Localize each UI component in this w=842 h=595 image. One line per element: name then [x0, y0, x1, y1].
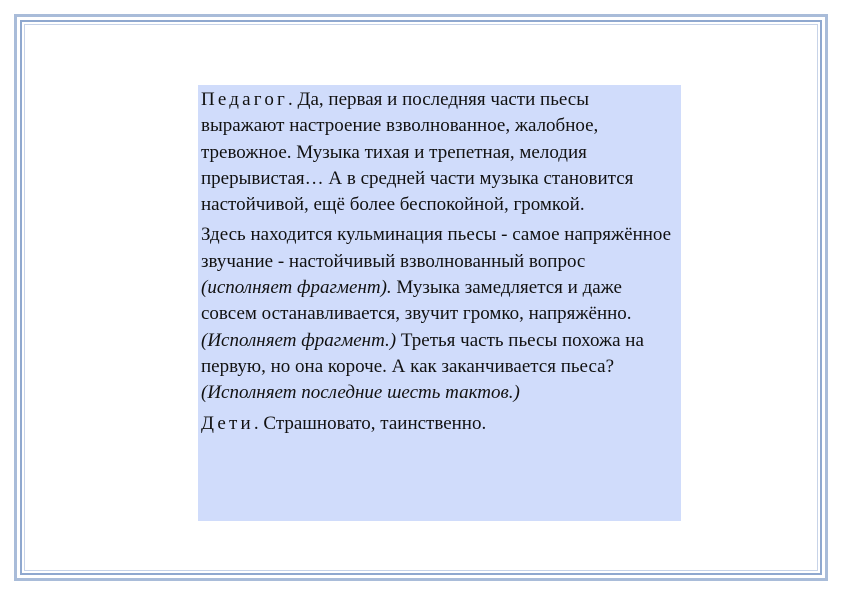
climax-text-2: Музыка замедляется и даже совсем останавливается, звучит громко, напряжённо. [201, 277, 632, 325]
stage-direction-2: (Исполняет фрагмент.) [201, 329, 397, 351]
paragraph-climax [201, 222, 675, 406]
speaker-children: Дети [201, 412, 254, 434]
dialogue-text-box [198, 85, 681, 521]
stage-direction-3: (Исполняет последние шесть тактов.) [201, 382, 520, 404]
speaker-teacher: Педагог [201, 89, 289, 110]
paragraph-teacher [201, 87, 675, 218]
climax-text-1: Здесь находится кульминация пьесы - самое напряжённое звучание - настойчивый взволнованный вопрос [201, 224, 672, 272]
paragraph-children [201, 411, 675, 437]
stage-direction-1: (исполняет фрагмент). [201, 277, 392, 299]
paragraph-teacher-text: . Да, первая и последняя части пьесы выражают настроение взволнованное, жалобное, тревожное. Музыка тихая и трепетная, мелодия прерывистая… А в средней части музыка становится настойчивой, ещё более беспокойной, громкой. [201, 89, 634, 216]
climax-text-3: Третья часть пьесы похожа на первую, но она короче. А как заканчивается пьеса? [201, 329, 644, 377]
paragraph-children-text: . Страшновато, таинственно. [253, 412, 487, 434]
